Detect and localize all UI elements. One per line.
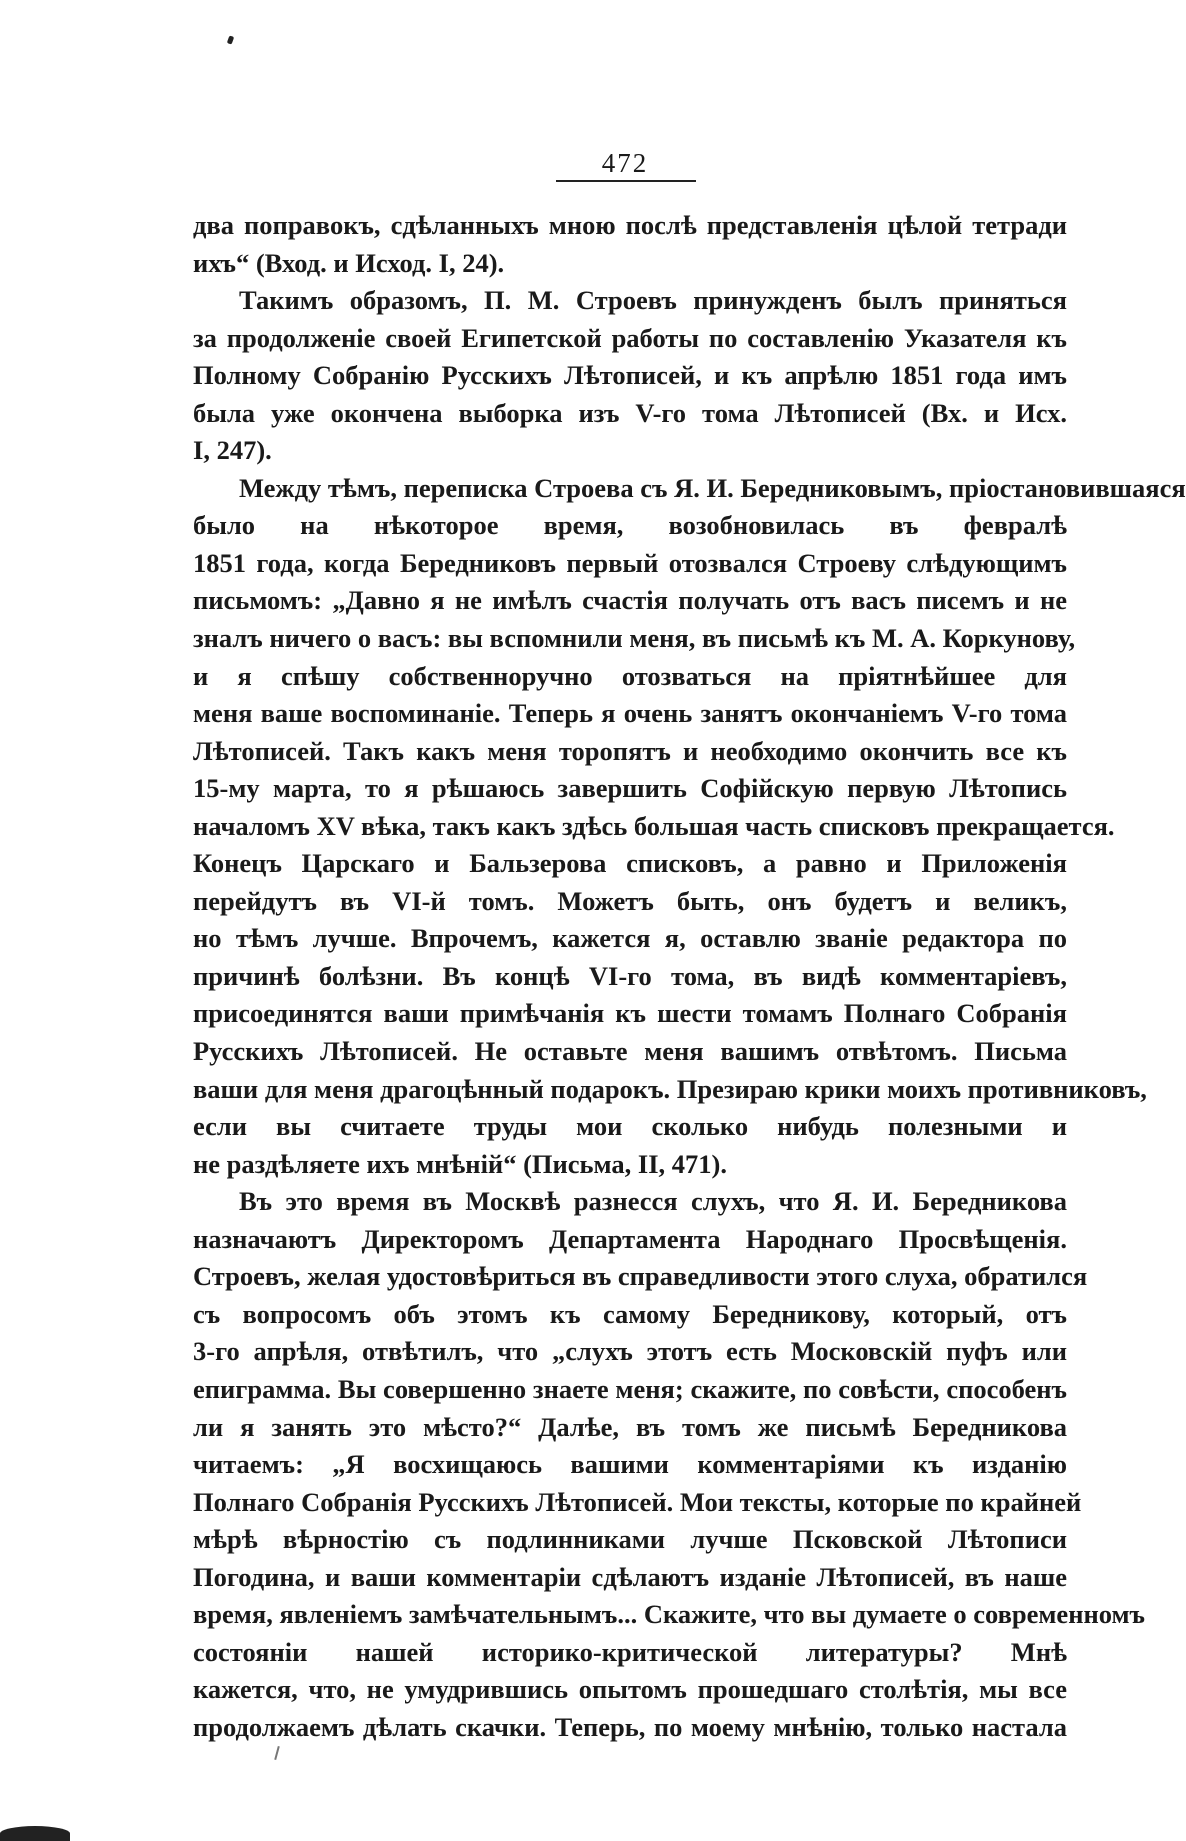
text-line: была уже окончена выборка изъ V-го тома Лѣтописей (Вх. и Исх.: [193, 397, 1067, 428]
text-line: 15-му марта, то я рѣшаюсь завершить Софійскую первую Лѣтопись: [193, 773, 1067, 804]
text-line: 3-го апрѣля, отвѣтилъ, что „слухъ этотъ есть Московскій пуфъ или: [193, 1336, 1067, 1367]
text-line: письмомъ: „Давно я не имѣлъ счастія получать отъ васъ писемъ и не: [193, 585, 1067, 616]
text-line: назначаютъ Директоромъ Департамента Народнаго Просвѣщенія.: [193, 1223, 1067, 1254]
text-line: началомъ XV вѣка, такъ какъ здѣсь большая часть списковъ прекращается.: [193, 810, 1115, 841]
text-line: ваши для меня драгоцѣнный подарокъ. Презираю крики моихъ противниковъ,: [193, 1073, 1147, 1104]
text-line: два поправокъ, сдѣланныхъ мною послѣ представленія цѣлой тетради: [193, 210, 1067, 240]
text-line: присоединятся ваши примѣчанія къ шести томамъ Полнаго Собранія: [193, 998, 1067, 1029]
text-line: Между тѣмъ, переписка Строева съ Я. И. Бередниковымъ, пріостановившаяся: [239, 472, 1186, 503]
ink-speck: [227, 35, 234, 44]
text-line: продолжаемъ дѣлать скачки. Теперь, по моему мнѣнію, только настала: [193, 1711, 1067, 1742]
text-line: зналъ ничего о васъ: вы вспомнили меня, въ письмѣ къ М. А. Коркунову,: [193, 623, 1076, 654]
text-line: было на нѣкоторое время, возобновилась въ февралѣ: [193, 510, 1067, 541]
text-line: Лѣтописей. Такъ какъ меня торопятъ и необходимо окончить все къ: [193, 735, 1067, 766]
text-line: епиграмма. Вы совершенно знаете меня; скажите, по совѣсти, способенъ: [193, 1373, 1067, 1404]
text-line: перейдутъ въ VI-й томъ. Можетъ быть, онъ будетъ и великъ,: [193, 885, 1067, 916]
text-line: 1851 года, когда Бередниковъ первый отозвался Строеву слѣдующимъ: [193, 547, 1067, 578]
body-text: [193, 207, 1186, 1746]
text-line: I, 247).: [193, 435, 272, 466]
text-line: и я спѣшу собственноручно отозваться на пріятнѣйшее для: [193, 660, 1067, 691]
header-rule: [556, 180, 696, 182]
text-line: Погодина, и ваши комментаріи сдѣлаютъ изданіе Лѣтописей, въ наше: [193, 1561, 1067, 1592]
text-line: но тѣмъ лучше. Впрочемъ, кажется я, оставлю званіе редактора по: [193, 923, 1067, 954]
text-line: кажется, что, не умудрившись опытомъ прошедшаго столѣтія, мы все: [193, 1674, 1067, 1705]
text-line: не раздѣляете ихъ мнѣній“ (Письма, II, 471).: [193, 1148, 727, 1179]
text-line: Русскихъ Лѣтописей. Не оставьте меня вашимъ отвѣтомъ. Письма: [193, 1036, 1067, 1067]
text-line: ли я занять это мѣсто?“ Далѣе, въ томъ же письмѣ Бередникова: [193, 1411, 1067, 1442]
text-line: Полному Собранію Русскихъ Лѣтописей, и къ апрѣлю 1851 года имъ: [193, 360, 1067, 391]
page-number: 472: [601, 148, 649, 178]
text-line: ихъ“ (Вход. и Исход. I, 24).: [193, 247, 505, 278]
ink-mark: [274, 1746, 280, 1760]
text-line: Въ это время въ Москвѣ разнесся слухъ, что Я. И. Бередникова: [239, 1186, 1067, 1217]
text-line: Строевъ, желая удостовѣриться въ справедливости этого слуха, обратился: [193, 1261, 1088, 1292]
text-line: за продолженіе своей Египетской работы по составленію Указателя къ: [193, 322, 1067, 353]
text-line: время, явленіемъ замѣчательнымъ... Скажите, что вы думаете о современномъ: [193, 1599, 1145, 1630]
text-line: мѣрѣ вѣрностію съ подлинниками лучше Псковской Лѣтописи: [193, 1524, 1067, 1555]
text-line: состояніи нашей историко-критической литературы? Мнѣ: [193, 1636, 1067, 1667]
text-line: съ вопросомъ объ этомъ къ самому Бередникову, который, отъ: [193, 1298, 1067, 1329]
scan-edge-blot: [0, 1826, 70, 1841]
text-line: читаемъ: „Я восхищаюсь вашими комментаріями къ изданію: [193, 1449, 1067, 1480]
text-line: причинѣ болѣзни. Въ концѣ VI-го тома, въ видѣ комментаріевъ,: [193, 960, 1067, 991]
text-line: Такимъ образомъ, П. М. Строевъ принужденъ былъ приняться: [239, 285, 1067, 316]
text-line: если вы считаете труды мои сколько нибудь полезными и: [193, 1111, 1067, 1142]
text-line: Конецъ Царскаго и Бальзерова списковъ, а равно и Приложенія: [193, 848, 1067, 879]
text-line: Полнаго Собранія Русскихъ Лѣтописей. Мои тексты, которые по крайней: [193, 1486, 1082, 1517]
text-line: меня ваше воспоминаніе. Теперь я очень занятъ окончаніемъ V-го тома: [193, 698, 1067, 729]
